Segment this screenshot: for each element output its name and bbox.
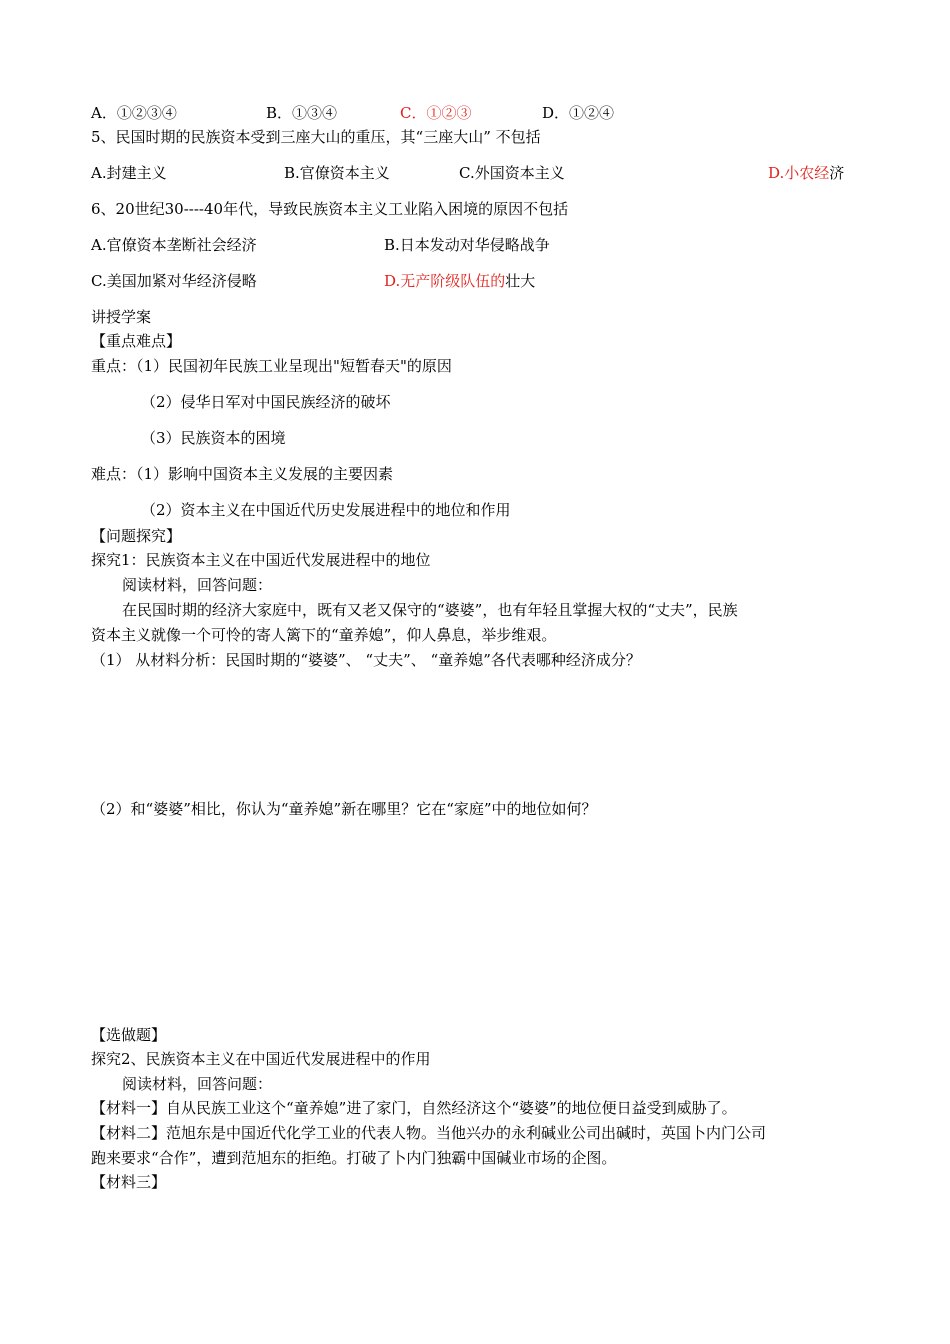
q4-option-c: C．①②③ xyxy=(400,104,472,122)
q6-option-d-red: D.无产阶级队伍的 xyxy=(384,272,506,290)
q6-stem: 6、20世纪30----40年代，导致民族资本主义工业陷入困境的原因不包括 xyxy=(91,200,569,218)
q6-option-b: B.日本发动对华侵略战争 xyxy=(384,236,550,254)
explore-heading: 【问题探究】 xyxy=(91,527,182,545)
difficult-point-1: 难点：（1）影响中国资本主义发展的主要因素 xyxy=(91,465,394,483)
key-difficult-heading: 【重点难点】 xyxy=(91,332,182,350)
explore-1-material-line2: 资本主义就像一个可怜的寄人篱下的“童养媳”，仰人鼻息，举步维艰。 xyxy=(91,626,557,644)
key-point-1: 重点：（1）民国初年民族工业呈现出"短暂春天"的原因 xyxy=(91,357,452,375)
q5-option-a: A.封建主义 xyxy=(91,164,167,182)
q4-option-b: B．①③④ xyxy=(266,104,338,122)
explore-2-instruction: 阅读材料，回答问题： xyxy=(122,1075,273,1093)
key-point-3: （3）民族资本的困境 xyxy=(141,429,286,447)
explore-1-question-1: （1） 从材料分析：民国时期的“婆婆”、 “丈夫”、 “童养媳”各代表哪种经济成分？ xyxy=(91,651,641,669)
q4-option-a: A．①②③④ xyxy=(91,104,177,122)
difficult-point-2: （2）资本主义在中国近代历史发展进程中的地位和作用 xyxy=(141,501,511,519)
explore-1-title: 探究1：民族资本主义在中国近代发展进程中的地位 xyxy=(91,551,431,569)
explore-1-material-line1: 在民国时期的经济大家庭中，既有又老又保守的“婆婆”，也有年轻且掌握大权的“丈夫”，民族 xyxy=(122,601,738,619)
q5-option-b: B.官僚资本主义 xyxy=(284,164,390,182)
explore-2-title: 探究2、民族资本主义在中国近代发展进程中的作用 xyxy=(91,1050,431,1068)
q6-option-a: A.官僚资本垄断社会经济 xyxy=(91,236,257,254)
q5-option-d-red: D.小农经 xyxy=(768,164,830,182)
material-2-line2: 跑来要求“合作”，遭到范旭东的拒绝。打破了卜内门独霸中国碱业市场的企图。 xyxy=(91,1149,617,1167)
q5-option-c: C.外国资本主义 xyxy=(459,164,565,182)
optional-heading: 【选做题】 xyxy=(91,1026,167,1044)
explore-1-question-2: （2）和“婆婆”相比，你认为“童养媳”新在哪里？它在“家庭”中的地位如何？ xyxy=(91,800,597,818)
q6-option-d-rest: 壮大 xyxy=(505,272,536,290)
material-1: 【材料一】自从民族工业这个“童养媳”进了家门，自然经济这个“婆婆”的地位便日益受到威胁了。 xyxy=(91,1099,737,1117)
material-2-line1: 【材料二】范旭东是中国近代化学工业的代表人物。当他兴办的永利碱业公司出碱时，英国卜内门公司 xyxy=(91,1124,767,1142)
q5-option-d xyxy=(768,163,844,183)
q6-option-d xyxy=(384,271,535,291)
key-point-2: （2）侵华日军对中国民族经济的破坏 xyxy=(141,393,391,411)
material-3-heading: 【材料三】 xyxy=(91,1173,167,1191)
q4-option-d: D．①②④ xyxy=(542,104,615,122)
lecture-title: 讲授学案 xyxy=(91,308,152,326)
q5-stem: 5、民国时期的民族资本受到三座大山的重压，其“三座大山” 不包括 xyxy=(91,128,541,146)
explore-1-instruction: 阅读材料，回答问题： xyxy=(122,576,273,594)
q5-option-d-rest: 济 xyxy=(829,164,845,182)
q6-option-c: C.美国加紧对华经济侵略 xyxy=(91,272,257,290)
